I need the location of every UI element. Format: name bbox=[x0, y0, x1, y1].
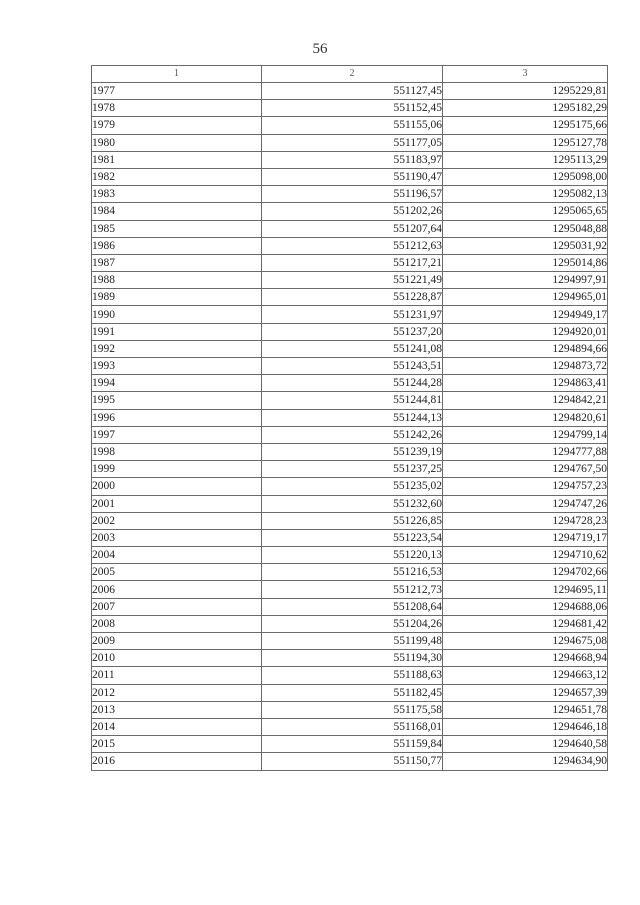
point-number-cell: 2000 bbox=[92, 478, 262, 495]
x-coordinate-cell: 551241,08 bbox=[262, 340, 443, 357]
point-number-cell: 1996 bbox=[92, 409, 262, 426]
point-number-cell: 2015 bbox=[92, 736, 262, 753]
x-coordinate-cell: 551221,49 bbox=[262, 272, 443, 289]
table-row bbox=[92, 495, 608, 512]
point-number-cell: 1997 bbox=[92, 426, 262, 443]
x-coordinate-cell: 551183,97 bbox=[262, 151, 443, 168]
table-row bbox=[92, 529, 608, 546]
x-coordinate-cell: 551217,21 bbox=[262, 254, 443, 271]
table-row bbox=[92, 598, 608, 615]
y-coordinate-cell: 1294777,88 bbox=[443, 443, 608, 460]
x-coordinate-cell: 551159,84 bbox=[262, 736, 443, 753]
table-row bbox=[92, 615, 608, 632]
table-row bbox=[92, 736, 608, 753]
table-row bbox=[92, 409, 608, 426]
table-row bbox=[92, 581, 608, 598]
x-coordinate-cell: 551239,19 bbox=[262, 443, 443, 460]
table-row bbox=[92, 461, 608, 478]
x-coordinate-cell: 551177,05 bbox=[262, 134, 443, 151]
point-number-cell: 2014 bbox=[92, 718, 262, 735]
point-number-cell: 2005 bbox=[92, 564, 262, 581]
table-row bbox=[92, 306, 608, 323]
point-number-cell: 1981 bbox=[92, 151, 262, 168]
table-row bbox=[92, 117, 608, 134]
point-number-cell: 2003 bbox=[92, 529, 262, 546]
table-row bbox=[92, 83, 608, 100]
point-number-cell: 1979 bbox=[92, 117, 262, 134]
y-coordinate-cell: 1294842,21 bbox=[443, 392, 608, 409]
point-number-cell: 1988 bbox=[92, 272, 262, 289]
point-number-cell: 2002 bbox=[92, 512, 262, 529]
x-coordinate-cell: 551168,01 bbox=[262, 718, 443, 735]
point-number-cell: 1994 bbox=[92, 375, 262, 392]
x-coordinate-cell: 551237,20 bbox=[262, 323, 443, 340]
y-coordinate-cell: 1294863,41 bbox=[443, 375, 608, 392]
table-row bbox=[92, 237, 608, 254]
point-number-cell: 2009 bbox=[92, 633, 262, 650]
x-coordinate-cell: 551152,45 bbox=[262, 100, 443, 117]
y-coordinate-cell: 1295182,29 bbox=[443, 100, 608, 117]
point-number-cell: 1980 bbox=[92, 134, 262, 151]
table-row bbox=[92, 289, 608, 306]
x-coordinate-cell: 551188,63 bbox=[262, 667, 443, 684]
table-row bbox=[92, 186, 608, 203]
table-row bbox=[92, 134, 608, 151]
y-coordinate-cell: 1294747,26 bbox=[443, 495, 608, 512]
x-coordinate-cell: 551237,25 bbox=[262, 461, 443, 478]
x-coordinate-cell: 551216,53 bbox=[262, 564, 443, 581]
x-coordinate-cell: 551228,87 bbox=[262, 289, 443, 306]
y-coordinate-cell: 1295048,88 bbox=[443, 220, 608, 237]
x-coordinate-cell: 551127,45 bbox=[262, 83, 443, 100]
table-row bbox=[92, 443, 608, 460]
x-coordinate-cell: 551220,13 bbox=[262, 547, 443, 564]
y-coordinate-cell: 1295098,00 bbox=[443, 168, 608, 185]
point-number-cell: 1989 bbox=[92, 289, 262, 306]
table-row bbox=[92, 701, 608, 718]
table-row bbox=[92, 203, 608, 220]
y-coordinate-cell: 1294767,50 bbox=[443, 461, 608, 478]
table-row bbox=[92, 323, 608, 340]
x-coordinate-cell: 551207,64 bbox=[262, 220, 443, 237]
y-coordinate-cell: 1294702,66 bbox=[443, 564, 608, 581]
point-number-cell: 1983 bbox=[92, 186, 262, 203]
x-coordinate-cell: 551155,06 bbox=[262, 117, 443, 134]
table-row bbox=[92, 151, 608, 168]
point-number-cell: 2016 bbox=[92, 753, 262, 770]
table-row bbox=[92, 684, 608, 701]
x-coordinate-cell: 551244,13 bbox=[262, 409, 443, 426]
table-row bbox=[92, 392, 608, 409]
y-coordinate-cell: 1294949,17 bbox=[443, 306, 608, 323]
x-coordinate-cell: 551212,73 bbox=[262, 581, 443, 598]
table-row bbox=[92, 375, 608, 392]
y-coordinate-cell: 1294657,39 bbox=[443, 684, 608, 701]
table-row bbox=[92, 220, 608, 237]
x-coordinate-cell: 551223,54 bbox=[262, 529, 443, 546]
point-number-cell: 1985 bbox=[92, 220, 262, 237]
table-row bbox=[92, 547, 608, 564]
table-row bbox=[92, 100, 608, 117]
y-coordinate-cell: 1294965,01 bbox=[443, 289, 608, 306]
x-coordinate-cell: 551208,64 bbox=[262, 598, 443, 615]
point-number-cell: 1987 bbox=[92, 254, 262, 271]
point-number-cell: 1993 bbox=[92, 358, 262, 375]
point-number-cell: 2010 bbox=[92, 650, 262, 667]
table-row bbox=[92, 478, 608, 495]
x-coordinate-cell: 551235,02 bbox=[262, 478, 443, 495]
y-coordinate-cell: 1294719,17 bbox=[443, 529, 608, 546]
y-coordinate-cell: 1295229,81 bbox=[443, 83, 608, 100]
y-coordinate-cell: 1294873,72 bbox=[443, 358, 608, 375]
y-coordinate-cell: 1295065,65 bbox=[443, 203, 608, 220]
x-coordinate-cell: 551175,58 bbox=[262, 701, 443, 718]
page-number: 56 bbox=[312, 41, 328, 57]
y-coordinate-cell: 1294688,06 bbox=[443, 598, 608, 615]
x-coordinate-cell: 551243,51 bbox=[262, 358, 443, 375]
point-number-cell: 1984 bbox=[92, 203, 262, 220]
x-coordinate-cell: 551231,97 bbox=[262, 306, 443, 323]
table-row bbox=[92, 358, 608, 375]
point-number-cell: 2013 bbox=[92, 701, 262, 718]
table-body bbox=[92, 83, 608, 771]
point-number-cell: 2006 bbox=[92, 581, 262, 598]
y-coordinate-cell: 1294651,78 bbox=[443, 701, 608, 718]
x-coordinate-cell: 551182,45 bbox=[262, 684, 443, 701]
x-coordinate-cell: 551244,28 bbox=[262, 375, 443, 392]
y-coordinate-cell: 1295014,86 bbox=[443, 254, 608, 271]
table-row bbox=[92, 753, 608, 770]
y-coordinate-cell: 1294640,58 bbox=[443, 736, 608, 753]
table-row bbox=[92, 512, 608, 529]
table-header-row bbox=[92, 66, 608, 83]
table-row bbox=[92, 667, 608, 684]
point-number-cell: 1982 bbox=[92, 168, 262, 185]
coordinates-table bbox=[91, 65, 608, 771]
table-row bbox=[92, 272, 608, 289]
y-coordinate-cell: 1294710,62 bbox=[443, 547, 608, 564]
x-coordinate-cell: 551199,48 bbox=[262, 633, 443, 650]
x-coordinate-cell: 551232,60 bbox=[262, 495, 443, 512]
x-coordinate-cell: 551202,26 bbox=[262, 203, 443, 220]
y-coordinate-cell: 1294634,90 bbox=[443, 753, 608, 770]
x-coordinate-cell: 551190,47 bbox=[262, 168, 443, 185]
column-header-3: 3 bbox=[443, 66, 608, 83]
point-number-cell: 2001 bbox=[92, 495, 262, 512]
x-coordinate-cell: 551244,81 bbox=[262, 392, 443, 409]
table-row bbox=[92, 718, 608, 735]
table-row bbox=[92, 254, 608, 271]
y-coordinate-cell: 1295127,78 bbox=[443, 134, 608, 151]
y-coordinate-cell: 1294757,23 bbox=[443, 478, 608, 495]
point-number-cell: 2007 bbox=[92, 598, 262, 615]
table-row bbox=[92, 168, 608, 185]
point-number-cell: 1998 bbox=[92, 443, 262, 460]
point-number-cell: 2011 bbox=[92, 667, 262, 684]
point-number-cell: 2012 bbox=[92, 684, 262, 701]
column-header-2: 2 bbox=[262, 66, 443, 83]
x-coordinate-cell: 551150,77 bbox=[262, 753, 443, 770]
y-coordinate-cell: 1294663,12 bbox=[443, 667, 608, 684]
x-coordinate-cell: 551196,57 bbox=[262, 186, 443, 203]
point-number-cell: 1986 bbox=[92, 237, 262, 254]
x-coordinate-cell: 551212,63 bbox=[262, 237, 443, 254]
table-row bbox=[92, 426, 608, 443]
y-coordinate-cell: 1294681,42 bbox=[443, 615, 608, 632]
point-number-cell: 1991 bbox=[92, 323, 262, 340]
x-coordinate-cell: 551242,26 bbox=[262, 426, 443, 443]
x-coordinate-cell: 551194,30 bbox=[262, 650, 443, 667]
y-coordinate-cell: 1295175,66 bbox=[443, 117, 608, 134]
y-coordinate-cell: 1294894,66 bbox=[443, 340, 608, 357]
point-number-cell: 1978 bbox=[92, 100, 262, 117]
y-coordinate-cell: 1294646,18 bbox=[443, 718, 608, 735]
column-header-1: 1 bbox=[92, 66, 262, 83]
point-number-cell: 1999 bbox=[92, 461, 262, 478]
x-coordinate-cell: 551226,85 bbox=[262, 512, 443, 529]
y-coordinate-cell: 1295082,13 bbox=[443, 186, 608, 203]
point-number-cell: 1992 bbox=[92, 340, 262, 357]
table-row bbox=[92, 633, 608, 650]
table-row bbox=[92, 650, 608, 667]
y-coordinate-cell: 1294997,91 bbox=[443, 272, 608, 289]
point-number-cell: 1977 bbox=[92, 83, 262, 100]
point-number-cell: 1995 bbox=[92, 392, 262, 409]
y-coordinate-cell: 1295113,29 bbox=[443, 151, 608, 168]
y-coordinate-cell: 1295031,92 bbox=[443, 237, 608, 254]
y-coordinate-cell: 1294675,08 bbox=[443, 633, 608, 650]
point-number-cell: 2004 bbox=[92, 547, 262, 564]
y-coordinate-cell: 1294728,23 bbox=[443, 512, 608, 529]
x-coordinate-cell: 551204,26 bbox=[262, 615, 443, 632]
table-row bbox=[92, 564, 608, 581]
point-number-cell: 1990 bbox=[92, 306, 262, 323]
point-number-cell: 2008 bbox=[92, 615, 262, 632]
y-coordinate-cell: 1294695,11 bbox=[443, 581, 608, 598]
y-coordinate-cell: 1294668,94 bbox=[443, 650, 608, 667]
y-coordinate-cell: 1294799,14 bbox=[443, 426, 608, 443]
table-row bbox=[92, 340, 608, 357]
y-coordinate-cell: 1294920,01 bbox=[443, 323, 608, 340]
y-coordinate-cell: 1294820,61 bbox=[443, 409, 608, 426]
